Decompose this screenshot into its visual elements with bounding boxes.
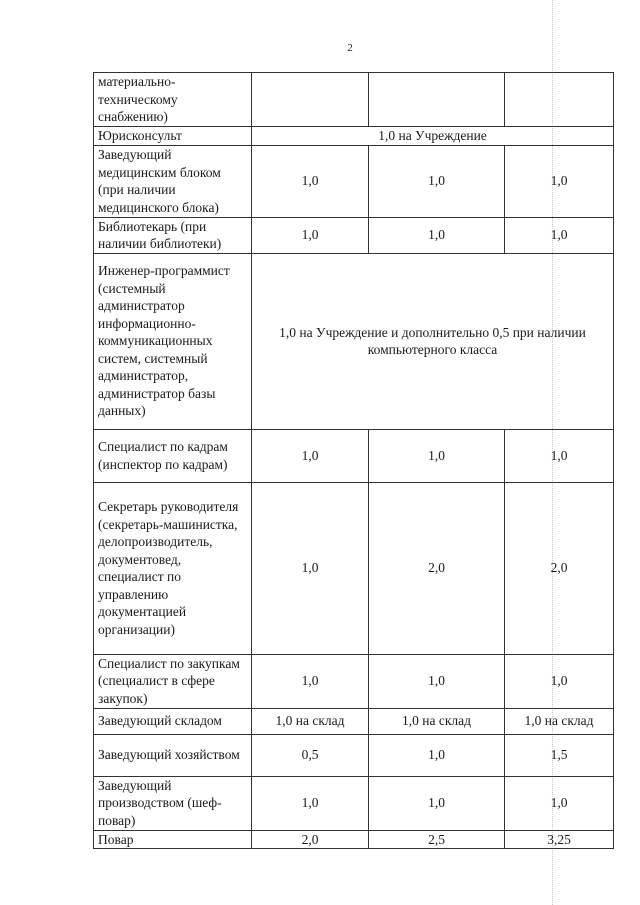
position-name: Заведующий производством (шеф-повар) <box>94 776 252 830</box>
value-cell <box>369 73 505 127</box>
table-row <box>94 217 614 253</box>
position-name: Специалист по закупкам (специалист в сфере закупок) <box>94 654 252 708</box>
value-cell: 1,0 <box>505 654 614 708</box>
position-name: Заведующий складом <box>94 708 252 734</box>
value-cell: 1,0 на склад <box>252 708 369 734</box>
value-cell <box>505 73 614 127</box>
value-cell: 1,0 <box>252 217 369 253</box>
value-cell: 1,0 на склад <box>369 708 505 734</box>
staffing-table <box>93 72 614 849</box>
value-cell: 1,0 <box>369 734 505 776</box>
value-cell: 2,0 <box>252 830 369 849</box>
position-name: Библиотекарь (при наличии библиотеки) <box>94 217 252 253</box>
table-row <box>94 776 614 830</box>
value-cell: 1,0 <box>505 429 614 482</box>
value-cell: 1,0 <box>505 145 614 217</box>
merged-value-cell: 1,0 на Учреждение <box>252 127 614 146</box>
value-cell: 1,0 <box>252 429 369 482</box>
value-cell: 2,0 <box>369 482 505 654</box>
value-cell: 1,5 <box>505 734 614 776</box>
merged-value-cell: 1,0 на Учреждение и дополнительно 0,5 при наличии компьютерного класса <box>252 253 614 429</box>
table-row <box>94 482 614 654</box>
value-cell: 1,0 <box>252 654 369 708</box>
table-row <box>94 145 614 217</box>
value-cell: 1,0 <box>369 654 505 708</box>
table-row <box>94 253 614 429</box>
value-cell: 1,0 <box>252 482 369 654</box>
value-cell: 2,0 <box>505 482 614 654</box>
value-cell: 0,5 <box>252 734 369 776</box>
page-number: 2 <box>347 42 353 54</box>
position-name: Инженер-программист (системный администратор информационно-коммуникационных систем, системный администратор, администратор базы данных) <box>94 253 252 429</box>
table-row <box>94 734 614 776</box>
value-cell: 1,0 <box>505 217 614 253</box>
table-row <box>94 73 614 127</box>
table-row <box>94 830 614 849</box>
value-cell: 1,0 на склад <box>505 708 614 734</box>
position-name: Заведующий хозяйством <box>94 734 252 776</box>
value-cell: 2,5 <box>369 830 505 849</box>
value-cell <box>252 73 369 127</box>
position-name: материально-техническому снабжению) <box>94 73 252 127</box>
table-row <box>94 127 614 146</box>
table-row <box>94 429 614 482</box>
value-cell: 1,0 <box>369 145 505 217</box>
value-cell: 1,0 <box>252 145 369 217</box>
value-cell: 1,0 <box>369 429 505 482</box>
position-name: Юрисконсульт <box>94 127 252 146</box>
table-row <box>94 708 614 734</box>
value-cell: 1,0 <box>505 776 614 830</box>
position-name: Секретарь руководителя (секретарь-машинистка, делопроизводитель, документовед, специалист по управлению документацией организации) <box>94 482 252 654</box>
value-cell: 1,0 <box>252 776 369 830</box>
position-name: Специалист по кадрам (инспектор по кадрам) <box>94 429 252 482</box>
value-cell: 1,0 <box>369 776 505 830</box>
position-name: Заведующий медицинским блоком (при наличии медицинского блока) <box>94 145 252 217</box>
position-name: Повар <box>94 830 252 849</box>
value-cell: 3,25 <box>505 830 614 849</box>
value-cell: 1,0 <box>369 217 505 253</box>
table-row <box>94 654 614 708</box>
